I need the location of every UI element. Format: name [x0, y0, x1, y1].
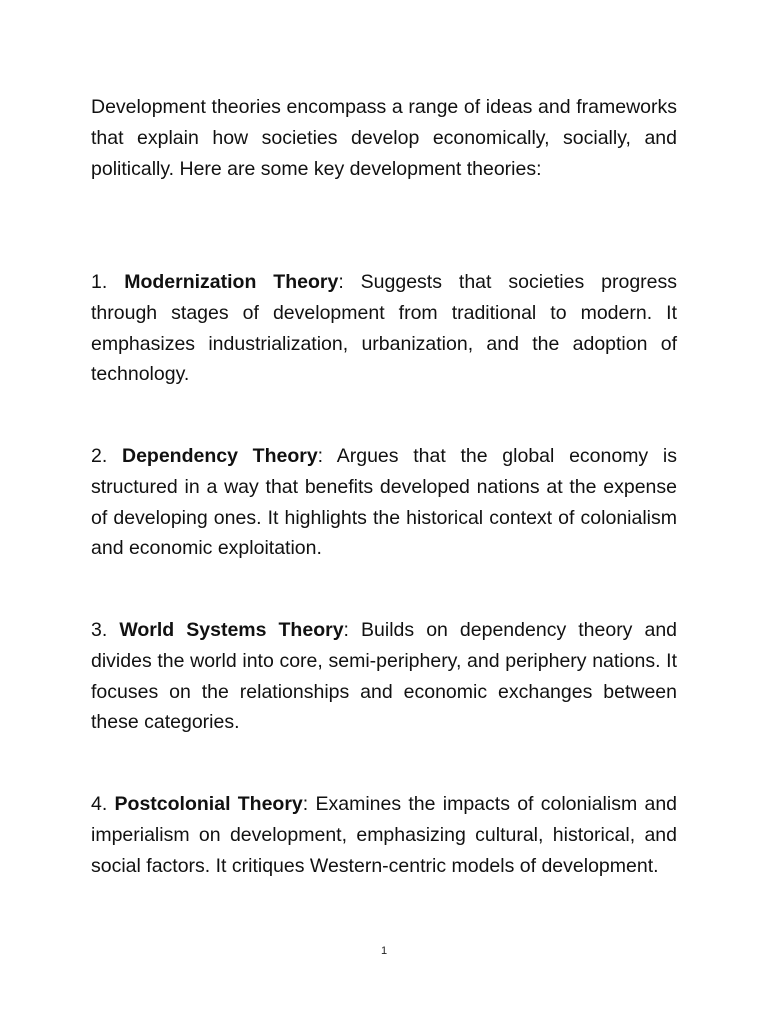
theory-term: World Systems Theory — [119, 619, 344, 641]
theory-description: Argues that the global economy is structured in a way that benefits developed nations at the expense of developing ones. It highlights the historical context of colonialism and economic exploitation. — [91, 445, 677, 560]
page-number: 1 — [380, 945, 388, 957]
item-number: 1. — [91, 271, 108, 293]
theory-item-modernization — [91, 267, 677, 390]
theory-term: Modernization Theory — [124, 271, 339, 293]
term-separator: : — [343, 619, 349, 641]
theory-term: Dependency Theory — [121, 445, 318, 467]
theory-description: Examines the impacts of colonialism and imperialism on development, emphasizing cultural, historical, and social factors. It critiques Western-centric models of development. — [91, 793, 678, 877]
item-number: 2. — [91, 445, 108, 467]
theory-description: Suggests that societies progress through stages of development from traditional to modern. It emphasizes industrialization, urbanization, and the adoption of technology. — [91, 271, 678, 386]
theory-item-postcolonial — [91, 789, 677, 881]
term-separator: : — [317, 445, 324, 467]
theory-item-world-systems — [91, 615, 677, 738]
item-number: 4. — [91, 793, 108, 815]
theory-description: Builds on dependency theory and divides the world into core, semi-periphery, and periphery nations. It focuses on the relationships and economic exchanges between these categories. — [91, 619, 678, 734]
term-separator: : — [302, 793, 309, 815]
item-number: 3. — [91, 619, 108, 641]
theory-term: Postcolonial Theory — [114, 793, 303, 815]
theory-item-dependency — [91, 441, 677, 564]
intro-paragraph: Development theories encompass a range of ideas and frameworks that explain how societies develop economically, socially, and politically. Here are some key development theories: — [91, 96, 677, 180]
term-separator: : — [338, 271, 344, 293]
